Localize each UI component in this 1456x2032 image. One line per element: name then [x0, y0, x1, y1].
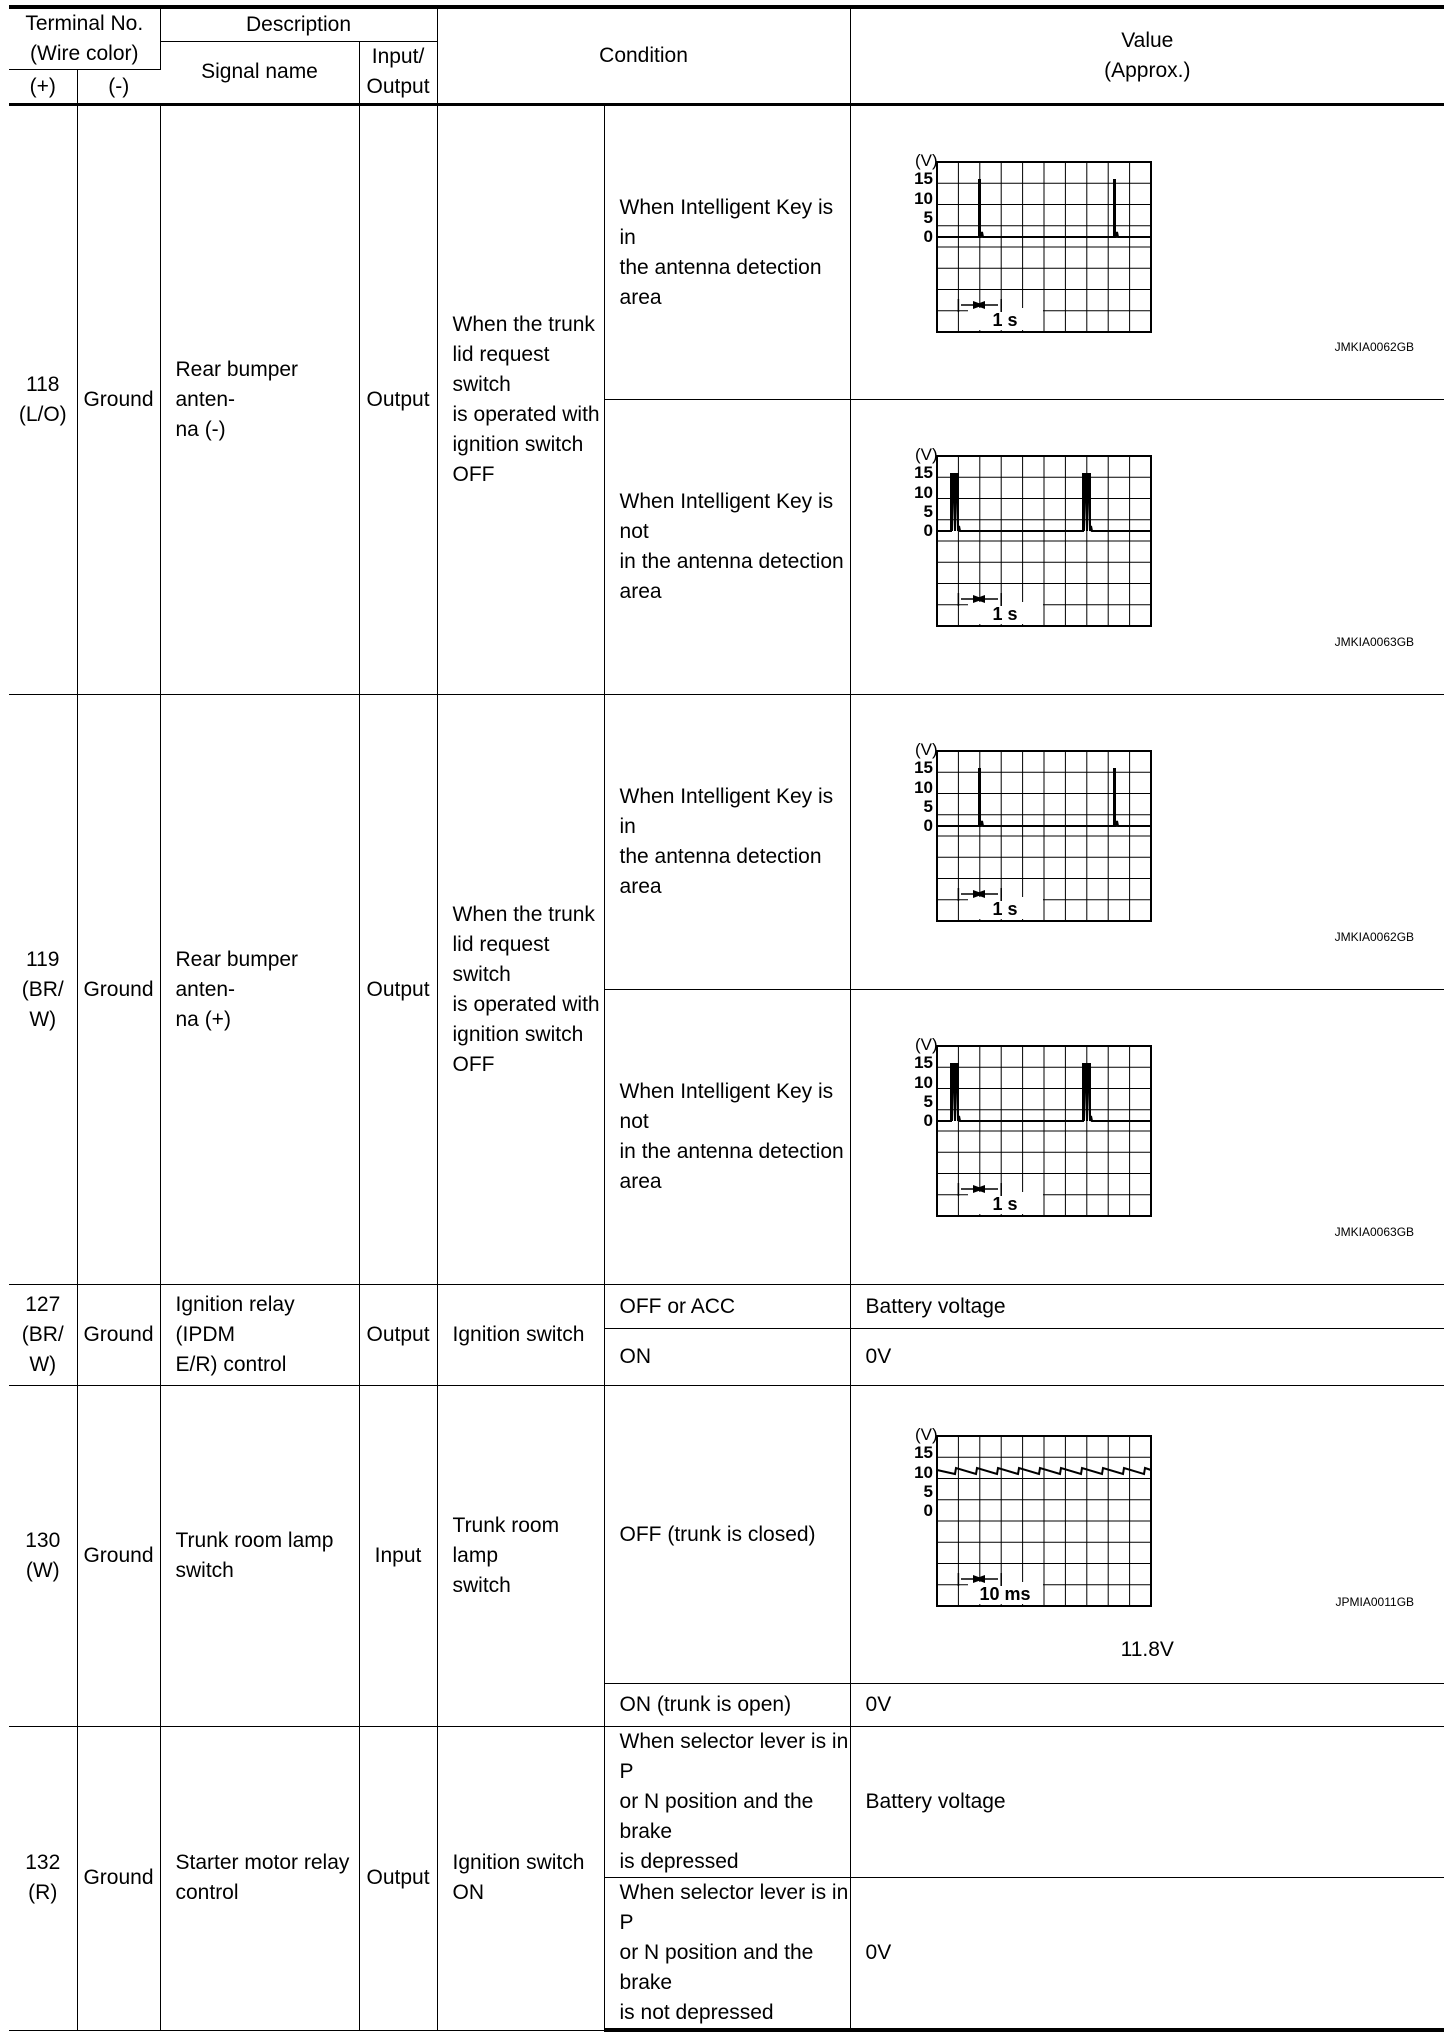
condition-127: Ignition switch: [437, 1285, 604, 1386]
io-118: Output: [359, 105, 437, 695]
svg-text:15: 15: [913, 169, 933, 188]
svg-text:(V): (V): [914, 1426, 938, 1444]
value-header: [850, 7, 1444, 105]
figure-id: JMKIA0063GB: [1334, 635, 1415, 649]
svg-text:1 s: 1 s: [992, 310, 1018, 330]
subcondition-119-in-area: When Intelligent Key is in the antenna detection area: [604, 695, 850, 990]
subcondition-130-off: OFF (trunk is closed): [604, 1386, 850, 1684]
svg-text:(V): (V): [914, 446, 938, 464]
ground-119: Ground: [77, 695, 160, 1285]
value-130-off-voltage: 11.8V: [1120, 1638, 1174, 1661]
oscilloscope-waveform: [893, 446, 1193, 666]
value-130-on: 0V: [850, 1684, 1444, 1727]
io-130: Input: [359, 1386, 437, 1727]
svg-text:5: 5: [923, 1482, 933, 1501]
ground-127: Ground: [77, 1285, 160, 1386]
subcondition-130-on: ON (trunk is open): [604, 1684, 850, 1727]
svg-text:(V): (V): [914, 741, 938, 759]
condition-132: Ignition switch ON: [437, 1727, 604, 2031]
signal-130: Trunk room lamp switch: [160, 1386, 359, 1727]
terminal-127: 127 (BR/ W): [9, 1285, 77, 1386]
value-119-not-in-area: [850, 990, 1444, 1285]
value-132-depressed: Battery voltage: [850, 1727, 1444, 1878]
svg-text:15: 15: [913, 1053, 933, 1072]
value-118-not-in-area: [850, 400, 1444, 695]
io-132: Output: [359, 1727, 437, 2031]
subcondition-132-depressed: When selector lever is in P or N position and the brake is depressed: [604, 1727, 850, 1878]
io-127: Output: [359, 1285, 437, 1386]
condition-119: When the trunk lid request switch is operated with ignition switch OFF: [437, 695, 604, 1285]
svg-text:10 ms: 10 ms: [979, 1584, 1031, 1604]
plus-header: (+): [9, 70, 77, 105]
subcondition-127-off-acc: OFF or ACC: [604, 1285, 850, 1329]
ground-118: Ground: [77, 105, 160, 695]
subcondition-132-not-depressed: When selector lever is in P or N position and the brake is not depressed: [604, 1878, 850, 2031]
figure-id: JMKIA0062GB: [1334, 930, 1415, 944]
condition-130: Trunk room lamp switch: [437, 1386, 604, 1727]
svg-text:10: 10: [913, 778, 933, 797]
svg-text:0: 0: [923, 521, 933, 540]
svg-text:1 s: 1 s: [992, 1194, 1018, 1214]
output-label: Output: [366, 75, 430, 99]
value-127-on: 0V: [850, 1329, 1444, 1386]
svg-text:15: 15: [913, 463, 933, 482]
svg-text:1 s: 1 s: [992, 899, 1018, 919]
description-header: Description: [160, 7, 437, 41]
input-output-header: [359, 41, 437, 105]
terminal-no-header: [9, 7, 160, 70]
signal-name-header: Signal name: [160, 41, 359, 105]
ground-130: Ground: [77, 1386, 160, 1727]
minus-header: (-): [77, 70, 160, 105]
svg-text:0: 0: [923, 816, 933, 835]
oscilloscope-waveform: [893, 152, 1193, 372]
condition-118: When the trunk lid request switch is operated with ignition switch OFF: [437, 105, 604, 695]
signal-127: Ignition relay (IPDM E/R) control: [160, 1285, 359, 1386]
value-label: Value: [1121, 29, 1174, 52]
terminal-119: 119 (BR/ W): [9, 695, 77, 1285]
value-119-in-area: [850, 695, 1444, 990]
wire-color-label: (Wire color): [30, 42, 139, 65]
figure-id: JPMIA0011GB: [1335, 1595, 1415, 1609]
subcondition-118-not-in-area: When Intelligent Key is not in the antenna detection area: [604, 400, 850, 695]
svg-text:5: 5: [923, 502, 933, 521]
svg-text:10: 10: [913, 1073, 933, 1092]
terminal-inspection-table: [9, 5, 1444, 2032]
value-130-off: [850, 1386, 1444, 1684]
input-label: Input/: [371, 45, 425, 69]
terminal-130: 130 (W): [9, 1386, 77, 1727]
condition-header: Condition: [437, 7, 850, 105]
subcondition-119-not-in-area: When Intelligent Key is not in the antenna detection area: [604, 990, 850, 1285]
svg-text:1 s: 1 s: [992, 604, 1018, 624]
svg-text:0: 0: [923, 227, 933, 246]
signal-132: Starter motor relay control: [160, 1727, 359, 2031]
terminal-118: 118 (L/O): [9, 105, 77, 695]
signal-119: Rear bumper anten- na (+): [160, 695, 359, 1285]
svg-text:(V): (V): [914, 1036, 938, 1054]
svg-text:15: 15: [913, 758, 933, 777]
signal-118: Rear bumper anten- na (-): [160, 105, 359, 695]
svg-text:10: 10: [913, 1463, 933, 1482]
approx-label: (Approx.): [1104, 59, 1191, 82]
terminal-table-sheet: [9, 5, 1444, 2024]
value-132-not-depressed: 0V: [850, 1878, 1444, 2031]
svg-text:15: 15: [913, 1443, 933, 1462]
ground-132: Ground: [77, 1727, 160, 2031]
svg-text:0: 0: [923, 1111, 933, 1130]
oscilloscope-waveform: [893, 1036, 1193, 1256]
svg-text:10: 10: [913, 189, 933, 208]
svg-text:0: 0: [923, 1501, 933, 1520]
svg-text:5: 5: [923, 208, 933, 227]
terminal-132: 132 (R): [9, 1727, 77, 2031]
oscilloscope-waveform: [893, 1426, 1193, 1646]
svg-text:10: 10: [913, 483, 933, 502]
figure-id: JMKIA0062GB: [1334, 340, 1415, 354]
svg-text:5: 5: [923, 797, 933, 816]
subcondition-118-in-area: When Intelligent Key is in the antenna detection area: [604, 105, 850, 400]
value-127-off-acc: Battery voltage: [850, 1285, 1444, 1329]
value-118-in-area: [850, 105, 1444, 400]
svg-text:5: 5: [923, 1092, 933, 1111]
subcondition-127-on: ON: [604, 1329, 850, 1386]
io-119: Output: [359, 695, 437, 1285]
svg-text:(V): (V): [914, 152, 938, 170]
figure-id: JMKIA0063GB: [1334, 1225, 1415, 1239]
terminal-no-label: Terminal No.: [25, 12, 144, 35]
oscilloscope-waveform: [893, 741, 1193, 961]
